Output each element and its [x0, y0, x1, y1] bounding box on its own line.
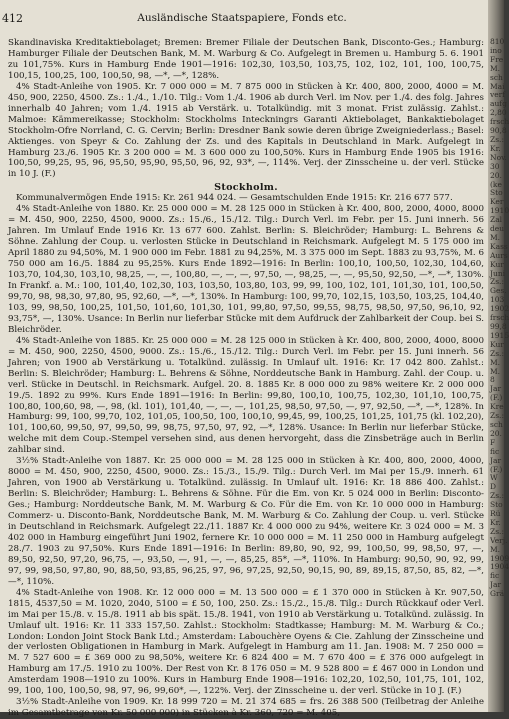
edge-fragment: Jar: [490, 580, 502, 590]
edge-fragment: 90,8: [490, 126, 507, 136]
para-skandinaviska: Skandinaviska Kreditaktiebolaget; Bremen: Bremer Filiale der Deutschen Bank, Disconto-Ges.; Hamburg: Hamburger Filiale der Deutschen Bank, M. M. Warburg & Co. Aufgelegt in Bremen u. Hamburg 5. 6. 1901 zu 101,75%. Kurs in Hamburg Ende 1901—1916: 102,30, 103,50, 103,75, 102, 102, 101, 100, 100,75, 100,15, 100,25, 100, 100,50, 98, —*, —*, 128%.: [8, 38, 484, 81]
edge-fragment: fic: [490, 446, 500, 456]
edge-fragment: 810: [490, 37, 505, 46]
edge-fragment: Kur: [490, 339, 504, 349]
edge-fragment: frsch: [490, 313, 509, 323]
edge-fragment: sch: [490, 72, 503, 82]
edge-fragment: M.: [490, 63, 501, 73]
edge-fragment: 1904: [490, 562, 509, 572]
edge-fragment: 20.: [490, 170, 502, 180]
edge-fragment: Kr.: [490, 517, 501, 527]
para-stadtanleihe-1909: 3½% Stadt-Anleihe von 1909. Kr. 18 999 720 = M. 21 374 685 = frs. 26 388 500 (Teilbetrag der Anleihe im Gesamtbetrage von Kr. 50 000 000) in Stücken à Kr. 360, 720 = M. 405,: [8, 697, 484, 719]
edge-fragment: M.: [490, 544, 501, 554]
edge-fragment: Kass: [490, 241, 508, 251]
edge-fragment: Verj.: [490, 535, 508, 545]
para-stadtanleihe-1885: 4% Stadt-Anleihe von 1885. Kr. 25 000 000 = M. 28 125 000 in Stücken à Kr. 400, 800, 2000, 4000, 8000 = M. 450, 900, 2250, 4500, 9000. Zs.: 15./6., 15./12. Tilg.: Durch Verl. im Febr. per 15. Juni innerh. 56 Jahren; von 1900 ab Verstärkung u. Totalkünd. zulässig. In Umlauf ult. 1916: Kr. 17 042 800. Zahlst.: Berlin: S. Bleichröder; Hamburg: L. Behrens & Söhne, Norddeutsche Bank in Hamburg. Zahl. der Coup. u. verl. Stücke in Deutschl. in Reichsmark. Aufgel. 20. 8. 1885 Kr. 8 000 000 zu 98% weitere Kr. 2 000 000 19./5. 1892 zu 99%. Kurs Ende 1891—1916: In Berlin: 99,80, 100,10, 100,75, 102,30, 101,10, 100,75, 100,80, 100,60, 98, —, 98, (kl. 101), 101,40, —, —, —, 101,25, 98,50, 97,50, —, 97, 92,50, —*, —*, 128%. In Hamburg: 99, 100, 99,70, 102, 101,05, 100,50, 100, 100,10, 99,45, 99, 100,25, 101,25, 101,75 (kl. 102,20), 101, 100,60, 99,50, 97, 99,50, 99, 98,75, 97,50, 97, 92, —*, 128%. Usance: In Berlin nur lieferbar Stücke, welche mit dem Coup.-Stempel versehen sind, aus denen hervorgeht, dass die Zinsbeträge auch in Berlin zahlbar sind.: [8, 335, 484, 456]
edge-fragment: Nov.: [490, 152, 507, 162]
edge-fragment: M.: [490, 357, 501, 367]
edge-fragment: 20.: [490, 428, 502, 438]
edge-fragment: 1910: [490, 206, 509, 216]
section-stockholm: Stockholm.: [214, 182, 278, 194]
edge-fragment: Aurs: [490, 250, 508, 260]
edge-fragment: aufg: [490, 99, 507, 109]
edge-fragment: Zs.:: [490, 526, 504, 536]
edge-fragment: Kr.: [490, 143, 501, 153]
edge-fragment: Sto: [490, 500, 503, 510]
edge-fragment: D: [490, 482, 497, 492]
edge-fragment: 30: [490, 161, 500, 171]
edge-fragment: Kur: [490, 259, 504, 269]
edge-fragment: verf: [490, 90, 506, 100]
edge-fragment: Zs.:: [490, 491, 504, 501]
edge-fragment: (F.): [490, 393, 503, 403]
edge-fragment: M.: [490, 366, 501, 376]
edge-fragment: Fre: [490, 54, 504, 64]
edge-fragment: Grä: [490, 589, 505, 599]
edge-fragment: Zs.:: [490, 411, 504, 421]
para-stadtanleihe-1887: 3½% Stadt-Anleihe von 1887. Kr. 25 000 000 = M. 28 125 000 in Stücken à Kr. 400, 800, 2000, 4000, 8000 = M. 450, 900, 2250, 4500, 9000. Zs.: 15./3., 15./9. Tilg.: Durch Verl. im Mai per 15./9. innerh. 61 Jahren, von 1900 ab Verstärkung u. Totalkünd. zulässig. In Umlauf ult. 1916: Kr. 18 886 400. Zahlst.: Berlin: S. Bleichröder; Hamburg: L. Behrens & Söhne. Für die Em. von Kr. 5 024 000 in Berlin: Disconto-Ges.; Hamburg: Norddeutsche Bank, M. M. Warburg & Co. Für die Em. von Kr. 10 000 000 in Hamburg: Commerz- u. Disconto-Bank, Norddeutsche Bank, M. M. Warburg & Co. Zahlung der Coup. u. verl. Stücke in Deutschland in Reichsmark. Aufgelegt 22./11. 1887 Kr. 4 000 000 zu 94%, weitere Kr. 3 024 000 = M. 3 402 000 in Hamburg eingeführt Juni 1902, fernere Kr. 10 000 000 = M. 11 250 000 in Hamburg aufgelegt 28./7. 1903 zu 97,50%. Kurs Ende 1891—1916: In Berlin: 89,80, 90, 92, 99, 100,50, 99, 98,50, 97, —, 89,50, 92,50, 97,20, 96,75, —, 93,50, —, 91, —, —, 85,25, 85*, —*, 110%. In Hamburg: 90,50, 90, 92, 99, 97, 99, 98,50, 97,80, 90, 88,50, 93,85, 96,25, 97, 96, 97,25, 92,50, 90,15, 90, 89, 89,15, 87,50, 85, 82, —*, —*, 110%.: [8, 456, 484, 587]
edge-fragment: deu: [490, 224, 505, 234]
edge-fragment: Jar: [490, 455, 502, 465]
page-body: [8, 38, 484, 719]
para-stadtanleihe-1908: 4% Stadt-Anleihe von 1908. Kr. 12 000 000 = M. 13 500 000 = £ 1 370 000 in Stücken à Kr. 907,50, 1815, 4537,50 = M. 1020, 2040, 5100 = £ 50, 100, 250. Zs.: 15./2., 15./8. Tilg.: Durch Rückkauf oder Verl. im Mai per 15./8. v. 15./8. 1911 ab bis spät. 15./8. 1941, von 1910 ab Verstärkung u. Totalkünd. zulässig. In Umlauf ult. 1916: Kr. 11 333 157,50. Zahlst.: Stockholm: Stadtkasse; Hamburg: M. M. Warburg & Co.; London: London Joint Stock Bank Ltd.; Amsterdam: Labouchère Oyens & Cie. Zahlung der Zinsscheine und der verlosten Obligationen in Hamburg in Mark. Aufgelegt in Hamburg am 11. Jan. 1908: M. 7 250 000 = M. 7 527 600 = £ 369 000 zu 98,50%, weitere Kr. 6 824 400 = M. 7 670 400 = £ 376 000 aufgelegt in Hamburg am 17./5. 1910 zu 100%. Der Rest von Kr. 8 176 050 = M. 9 528 800 = £ 467 000 in London und Amsterdam 1908—1910 zu 100%. Kurs in Hamburg Ende 1908—1916: 102,20, 102,50, 101,75, 101, 102, 99, 100, 100, 100,50, 98, 97, 96, 99,60*, —, 122%. Verj. der Zinsscheine u. der verl. Stücke in 10 J. (F.): [8, 587, 484, 697]
edge-fragment: Rü: [490, 509, 501, 519]
edge-fragment: Ges.: [490, 286, 507, 296]
para-stadtanleihe-1905-a: 4% Stadt-Anleihe von 1905. Kr. 7 000 000 = M. 7 875 000 in Stücken à Kr. 400, 800, 2000, 4000 = M. 450, 900, 2250, 4500. Zs.: 1./4., 1./10. Tilg.: Vom 1./4. 1906 ab durch Verl. im Nov. per 1./4. des folg. Jahres innerhalb 40 Jahren; vom 1./4. 1915 ab Verstärk. u. Totalkündig. mit 3 monat. Frist zulässig. Zahlst.: Malmoe: Kämmereikasse; Stockholm: Stockholms Inteckningrs Garanti Aktiebolaget, Bankaktiebolaget Stockholm-Ofre Norrland, C. G. Cervin; Berlin: Dresdner Bank sowie deren übrige Zweigniederlass.; Basel: Aktienges. von Speyr & Co. Zahlung der Zs. und des Kapitals in Deutschland in Mark. Aufgelegt in Hamburg 23./6. 1905 Kr. 3 200 000 = M. 3 600 000 zu 100,50%. Kurs in Hamburg Ende 1905 bis 1916: 100,50, 99,25, 95, 96, 95,50, 95,90, 95,50, 96, 92, 93*, —, 114%. Verj. der Zinsscheine u. der verl. Stücke in 10 J. (F.): [8, 81, 484, 180]
edge-fragment: 1902: [490, 304, 509, 314]
edge-fragment: Sto: [490, 188, 503, 198]
edge-fragment: Ker: [490, 197, 504, 207]
edge-fragment: 103: [490, 295, 505, 305]
edge-fragment: Zal: [490, 215, 503, 225]
edge-fragment: Mai: [490, 81, 505, 91]
edge-fragment: Zs.:: [490, 277, 504, 287]
edge-fragment: Jar: [490, 384, 502, 394]
edge-fragment: Juni: [490, 268, 506, 278]
edge-fragment: Zs.:: [490, 134, 504, 144]
page-header: [2, 12, 482, 26]
para-kommunalvermoegen: Kommunalvermögen Ende 1915: Kr. 261 944 024. — Gesamtschulden Ende 1915: Kr. 216 677 577.: [16, 193, 453, 204]
page-number: 412: [2, 12, 23, 25]
edge-fragment: 99,8: [490, 322, 507, 331]
edge-fragment: 2,80: [490, 108, 507, 118]
edge-fragment: Zs.:: [490, 348, 504, 358]
edge-fragment: sch: [490, 419, 503, 429]
edge-fragment: M.: [490, 232, 501, 242]
running-title: Ausländische Staatspapiere, Fonds etc.: [137, 12, 347, 24]
para-stadtanleihe-1880: 4% Stadt-Anleihe von 1880. Kr. 25 000 000 = M. 28 125 000 in Stücken à Kr. 400, 800, 2000, 4000, 8000 = M. 450, 900, 2250, 4500, 9000. Zs.: 15./6., 15./12. Tilg.: Durch Verl. im Febr. per 15. Juni innerh. 56 Jahren. Im Umlauf Ende 1916 Kr. 13 677 600. Zahlst. Berlin: S. Bleichröder; Hamburg: L. Behrens & Söhne. Zahlung der Coup. u. verlosten Stücke in Deutschland in Reichsmark. Aufgelegt M. 5 175 000 im April 1880 zu 94,50%, M. 1 900 000 im Febr. 1881 zu 94,25%, M. 3 375 000 im Sept. 1883 zu 93,75%, M. 6 750 000 am 16./5. 1884 zu 95,25%. Kurs Ende 1892—1916: In Berlin: 100,10, 100,50, 102,30, 104,60, 103,70, 104,30, 103,10, 98,25, —, —, 100,80, —, —, —, 97,50, —, 98,25, —, —, 95,50, 92,50, —*, —*, 130%. In Frankf. a. M.: 100, 101,40, 102,30, 103, 103,50, 103,80, 103, 99, 99, 100, 102, 101, 101,30, 101, 100,50, 99,70, 98, 98,30, 97,80, 95, 92,60, —*, —*, 130%. In Hamburg: 100, 99,70, 102,15, 103,50, 103,25, 104,40, 103, 99, 98,50, 100,25, 101,50, 101,60, 101,30, 101, 99,80, 97,50, 99,55, 98,75, 98,50, 97,50, 96,10, 92, 93,75*, —, 130%. Usance: In Berlin nur lieferbar Stücke mit dem Aufdruck der Zahlbarkeit der Coup. bei S. Bleichröder.: [8, 204, 484, 335]
edge-fragment: (F.): [490, 464, 503, 474]
edge-fragment: W: [490, 473, 498, 483]
edge-fragment: 8: [490, 375, 495, 385]
edge-fragment: (ke: [490, 179, 502, 189]
adjacent-page-text: [490, 37, 509, 599]
edge-fragment: Kre: [490, 402, 504, 412]
edge-fragment: fic: [490, 571, 500, 581]
edge-fragment: frsch: [490, 117, 509, 127]
adjacent-page-edge: [488, 0, 509, 712]
edge-fragment: 1909: [490, 553, 509, 563]
edge-fragment: 1915: [490, 330, 509, 340]
edge-fragment: ino: [490, 45, 502, 55]
edge-fragment: F: [490, 437, 496, 447]
